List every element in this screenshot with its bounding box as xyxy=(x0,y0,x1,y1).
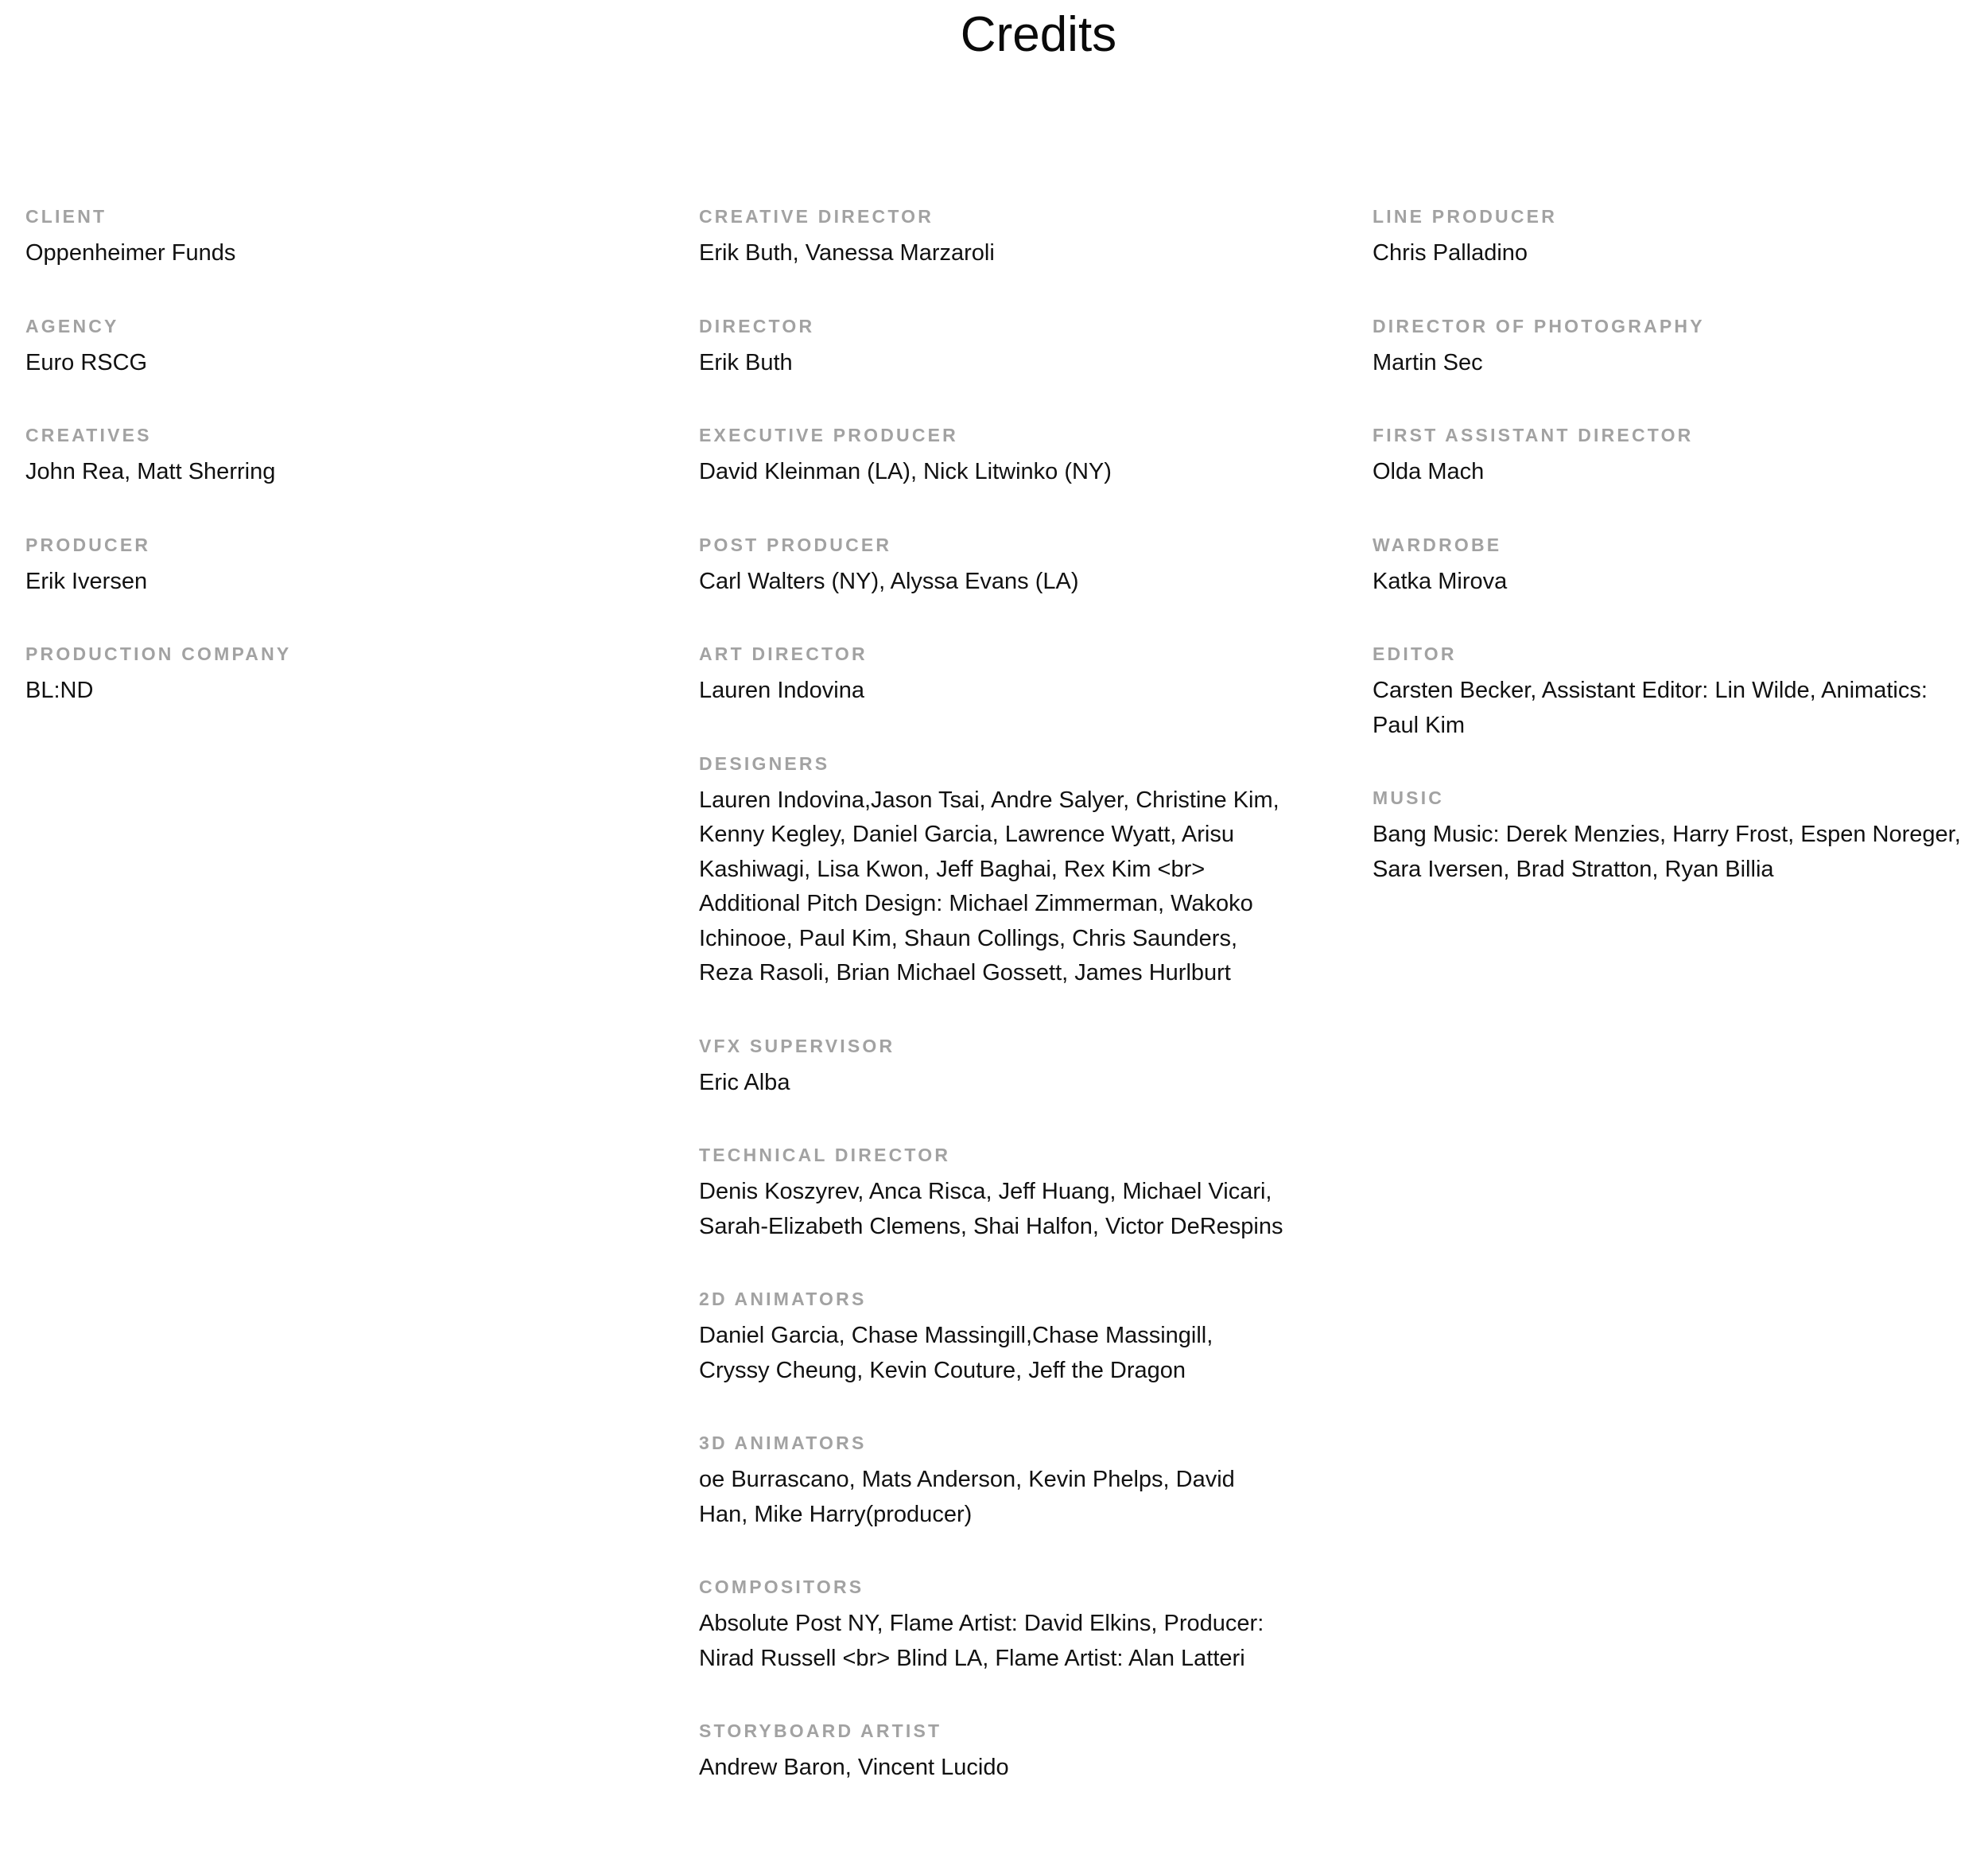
credit-wardrobe xyxy=(1373,531,1963,600)
credit-vfx-supervisor xyxy=(699,1032,1289,1101)
credit-editor xyxy=(1373,640,1963,743)
credit-label: 2D ANIMATORS xyxy=(699,1289,867,1309)
credits-column-2 xyxy=(699,203,1289,1827)
credit-label: POST PRODUCER xyxy=(699,534,892,555)
credit-value: Daniel Garcia, Chase Massingill,Chase Massingill, Cryssy Cheung, Kevin Couture, Jeff the Dragon xyxy=(699,1323,1213,1383)
credit-label: EDITOR xyxy=(1373,643,1457,664)
credit-value: David Kleinman (LA), Nick Litwinko (NY) xyxy=(699,459,1112,484)
credit-designers xyxy=(699,750,1289,991)
credit-music xyxy=(1373,784,1963,887)
credit-label: TECHNICAL DIRECTOR xyxy=(699,1145,951,1165)
credit-client xyxy=(25,203,615,271)
credit-value: Lauren Indovina xyxy=(699,678,864,703)
credit-first-assistant-director xyxy=(1373,422,1963,490)
credits-grid xyxy=(25,203,1963,1827)
credit-label: EXECUTIVE PRODUCER xyxy=(699,425,958,445)
credit-label: DESIGNERS xyxy=(699,752,830,774)
credit-director xyxy=(699,313,1289,381)
credit-value: Carsten Becker, Assistant Editor: Lin Wilde, Animatics: Paul Kim xyxy=(1373,678,1928,738)
credit-value: Erik Buth xyxy=(699,349,793,375)
credit-label: PRODUCER xyxy=(25,534,151,555)
credits-column-3 xyxy=(1373,203,1963,1827)
credit-technical-director xyxy=(699,1141,1289,1244)
credit-label: LINE PRODUCER xyxy=(1373,206,1558,227)
credit-label: STORYBOARD ARTIST xyxy=(699,1720,942,1741)
credit-storyboard-artist xyxy=(699,1717,1289,1786)
credit-label: CREATIVE DIRECTOR xyxy=(699,206,934,227)
credit-value: Chris Palladino xyxy=(1373,240,1528,266)
credit-value: BL:ND xyxy=(25,678,94,703)
credit-label: COMPOSITORS xyxy=(699,1576,864,1597)
credit-value: Andrew Baron, Vincent Lucido xyxy=(699,1755,1009,1780)
credit-value: Oppenheimer Funds xyxy=(25,240,236,266)
credit-compositors xyxy=(699,1573,1289,1676)
credit-2d-animators xyxy=(699,1285,1289,1388)
credit-value: Absolute Post NY, Flame Artist: David Elkins, Producer: Nirad Russell <br> Blind LA, Flame Artist: Alan Latteri xyxy=(699,1611,1264,1671)
credit-label: ART DIRECTOR xyxy=(699,643,868,664)
credit-label: CLIENT xyxy=(25,206,107,227)
credit-value: Martin Sec xyxy=(1373,349,1483,375)
page-title: Credits xyxy=(960,7,1117,62)
credit-label: AGENCY xyxy=(25,315,119,336)
credit-value: Euro RSCG xyxy=(25,349,148,375)
credit-label: MUSIC xyxy=(1373,787,1445,808)
credit-value: Erik Buth, Vanessa Marzaroli xyxy=(699,240,995,266)
credit-value: John Rea, Matt Sherring xyxy=(25,459,276,484)
credit-value: Katka Mirova xyxy=(1373,568,1508,594)
credit-label: WARDROBE xyxy=(1373,534,1502,555)
credit-art-director xyxy=(699,640,1289,709)
credit-line-producer xyxy=(1373,203,1963,271)
credit-creatives xyxy=(25,422,615,490)
credit-producer xyxy=(25,531,615,600)
credit-value: Eric Alba xyxy=(699,1069,790,1095)
credit-post-producer xyxy=(699,531,1289,600)
credit-label: 3D ANIMATORS xyxy=(699,1433,867,1453)
credit-3d-animators xyxy=(699,1429,1289,1532)
credit-label: FIRST ASSISTANT DIRECTOR xyxy=(1373,425,1694,445)
credit-value: Bang Music: Derek Menzies, Harry Frost, Espen Noreger, Sara Iversen, Brad Stratton, Ryan Billia xyxy=(1373,822,1961,882)
credit-value: Erik Iversen xyxy=(25,568,148,594)
credit-value: oe Burrascano, Mats Anderson, Kevin Phelps, David Han, Mike Harry(producer) xyxy=(699,1467,1235,1527)
credit-value: Lauren Indovina,Jason Tsai, Andre Salyer, Christine Kim, Kenny Kegley, Daniel Garcia, Lawrence Wyatt, Arisu Kashiwagi, Lisa Kwon, Jeff Baghai, Rex Kim <br> Additional Pitch Design: Michael Zimmerman, Wakoko Ichinooe, Paul Kim, Shaun Collings, Chris Saunders, Reza Rasoli, Brian Michael Gossett, James Hurlburt xyxy=(699,787,1279,986)
credit-production-company xyxy=(25,640,615,709)
credit-value: Olda Mach xyxy=(1373,459,1485,484)
credit-label: VFX SUPERVISOR xyxy=(699,1035,895,1056)
credit-value: Carl Walters (NY), Alyssa Evans (LA) xyxy=(699,568,1079,594)
credit-creative-director xyxy=(699,203,1289,271)
credit-agency xyxy=(25,313,615,381)
credit-label: DIRECTOR OF PHOTOGRAPHY xyxy=(1373,315,1705,336)
credit-label: DIRECTOR xyxy=(699,315,815,336)
credit-label: CREATIVES xyxy=(25,425,152,445)
credit-label: PRODUCTION COMPANY xyxy=(25,643,292,664)
credits-column-1 xyxy=(25,203,615,1827)
credit-value: Denis Koszyrev, Anca Risca, Jeff Huang, Michael Vicari, Sarah-Elizabeth Clemens, Shai Halfon, Victor DeRespins xyxy=(699,1179,1283,1239)
credit-executive-producer xyxy=(699,422,1289,490)
credit-director-of-photography xyxy=(1373,313,1963,381)
